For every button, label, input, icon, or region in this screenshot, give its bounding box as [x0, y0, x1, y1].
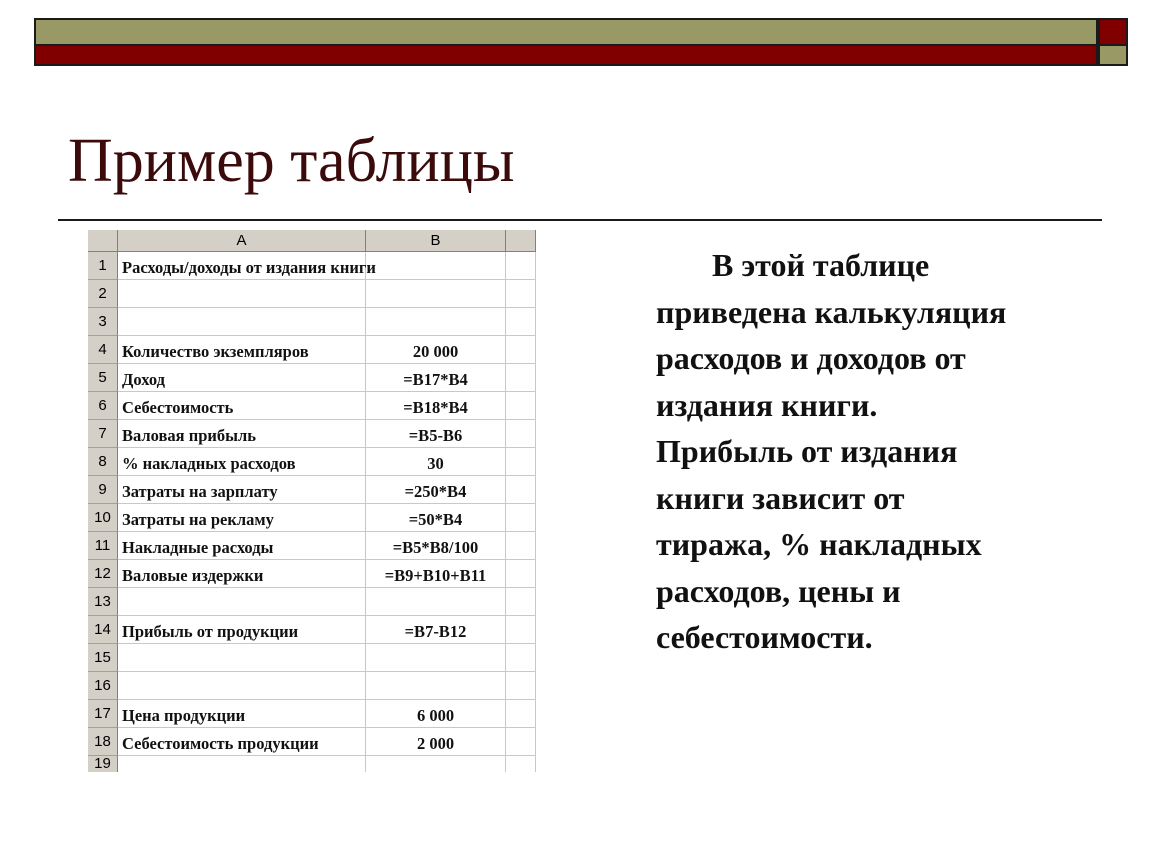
- row-header[interactable]: 6: [88, 392, 118, 420]
- cell-b[interactable]: 20 000: [366, 336, 506, 364]
- cell-c[interactable]: [506, 252, 536, 280]
- row-header[interactable]: 17: [88, 700, 118, 728]
- cell-b[interactable]: =B18*B4: [366, 392, 506, 420]
- cell-a[interactable]: Цена продукции: [118, 700, 366, 728]
- cell-b[interactable]: [366, 252, 506, 280]
- row-header[interactable]: 18: [88, 728, 118, 756]
- row-header[interactable]: 13: [88, 588, 118, 616]
- cell-b[interactable]: =B5-B6: [366, 420, 506, 448]
- corner-square-maroon: [1098, 18, 1128, 46]
- cell-c[interactable]: [506, 644, 536, 672]
- cell-a[interactable]: Себестоимость продукции: [118, 728, 366, 756]
- cell-a[interactable]: [118, 756, 366, 772]
- row-header[interactable]: 1: [88, 252, 118, 280]
- cell-b[interactable]: [366, 280, 506, 308]
- description: [656, 242, 1096, 661]
- cell-c[interactable]: [506, 756, 536, 772]
- row-header[interactable]: 14: [88, 616, 118, 644]
- cell-c[interactable]: [506, 308, 536, 336]
- cell-c[interactable]: [506, 504, 536, 532]
- cell-c[interactable]: [506, 392, 536, 420]
- cell-b[interactable]: [366, 308, 506, 336]
- cell-c[interactable]: [506, 280, 536, 308]
- row-header[interactable]: 11: [88, 532, 118, 560]
- cell-b[interactable]: =50*B4: [366, 504, 506, 532]
- cell-c[interactable]: [506, 672, 536, 700]
- cell-b[interactable]: [366, 588, 506, 616]
- cell-b[interactable]: =B9+B10+B11: [366, 560, 506, 588]
- cell-a[interactable]: [118, 644, 366, 672]
- cell-b[interactable]: [366, 756, 506, 772]
- cell-a[interactable]: Расходы/доходы от издания книги: [118, 252, 366, 280]
- row-header[interactable]: 10: [88, 504, 118, 532]
- row-header[interactable]: 3: [88, 308, 118, 336]
- cell-a[interactable]: [118, 308, 366, 336]
- cell-a[interactable]: Прибыль от продукции: [118, 616, 366, 644]
- row-header[interactable]: 8: [88, 448, 118, 476]
- cell-a[interactable]: [118, 672, 366, 700]
- top-bar-maroon: [34, 46, 1098, 66]
- cell-c[interactable]: [506, 448, 536, 476]
- corner-select-all[interactable]: [88, 230, 118, 252]
- cell-b[interactable]: =250*B4: [366, 476, 506, 504]
- cell-c[interactable]: [506, 336, 536, 364]
- description-line: тиража, % накладных: [656, 526, 982, 562]
- cell-b[interactable]: =B7-B12: [366, 616, 506, 644]
- cell-c[interactable]: [506, 364, 536, 392]
- description-line: расходов, цены и: [656, 572, 901, 609]
- cell-c[interactable]: [506, 728, 536, 756]
- row-header[interactable]: 9: [88, 476, 118, 504]
- cell-a[interactable]: Валовые издержки: [118, 560, 366, 588]
- description-line: себестоимости.: [656, 619, 873, 655]
- cell-c[interactable]: [506, 420, 536, 448]
- row-header[interactable]: 16: [88, 672, 118, 700]
- description-line: издания книги.: [656, 386, 878, 423]
- cell-a[interactable]: Затраты на рекламу: [118, 504, 366, 532]
- row-header[interactable]: 15: [88, 644, 118, 672]
- cell-a[interactable]: Количество экземпляров: [118, 336, 366, 364]
- cell-a[interactable]: Накладные расходы: [118, 532, 366, 560]
- cell-b[interactable]: [366, 672, 506, 700]
- cell-b[interactable]: 30: [366, 448, 506, 476]
- cell-c[interactable]: [506, 588, 536, 616]
- cell-b[interactable]: =B17*B4: [366, 364, 506, 392]
- cell-a[interactable]: Доход: [118, 364, 366, 392]
- cell-c[interactable]: [506, 532, 536, 560]
- top-bar-olive: [34, 18, 1098, 46]
- slide-title: Пример таблицы: [68, 127, 515, 195]
- row-header[interactable]: 4: [88, 336, 118, 364]
- row-header[interactable]: 19: [88, 756, 118, 772]
- cell-a[interactable]: [118, 280, 366, 308]
- spreadsheet: [88, 230, 536, 772]
- description-line: приведена калькуляция: [656, 293, 1007, 330]
- row-header[interactable]: 7: [88, 420, 118, 448]
- description-line: книги зависит от: [656, 479, 905, 516]
- row-header[interactable]: 12: [88, 560, 118, 588]
- cell-c[interactable]: [506, 560, 536, 588]
- description-line: В этой таблице: [712, 247, 930, 283]
- row-header[interactable]: 2: [88, 280, 118, 308]
- cell-b[interactable]: =B5*B8/100: [366, 532, 506, 560]
- corner-square-olive: [1098, 46, 1128, 66]
- cell-a[interactable]: Себестоимость: [118, 392, 366, 420]
- cell-a[interactable]: Затраты на зарплату: [118, 476, 366, 504]
- cell-a[interactable]: [118, 588, 366, 616]
- cell-a[interactable]: % накладных расходов: [118, 448, 366, 476]
- cell-c[interactable]: [506, 700, 536, 728]
- column-header-c[interactable]: [506, 230, 536, 252]
- cell-b[interactable]: 2 000: [366, 728, 506, 756]
- description-line: расходов и доходов от: [656, 340, 966, 376]
- title-divider: [58, 219, 1102, 221]
- row-header[interactable]: 5: [88, 364, 118, 392]
- column-header-b[interactable]: B: [366, 230, 506, 252]
- cell-c[interactable]: [506, 616, 536, 644]
- cell-b[interactable]: 6 000: [366, 700, 506, 728]
- cell-a[interactable]: Валовая прибыль: [118, 420, 366, 448]
- cell-c[interactable]: [506, 476, 536, 504]
- cell-b[interactable]: [366, 644, 506, 672]
- column-header-a[interactable]: A: [118, 230, 366, 252]
- description-line: Прибыль от издания: [656, 433, 958, 469]
